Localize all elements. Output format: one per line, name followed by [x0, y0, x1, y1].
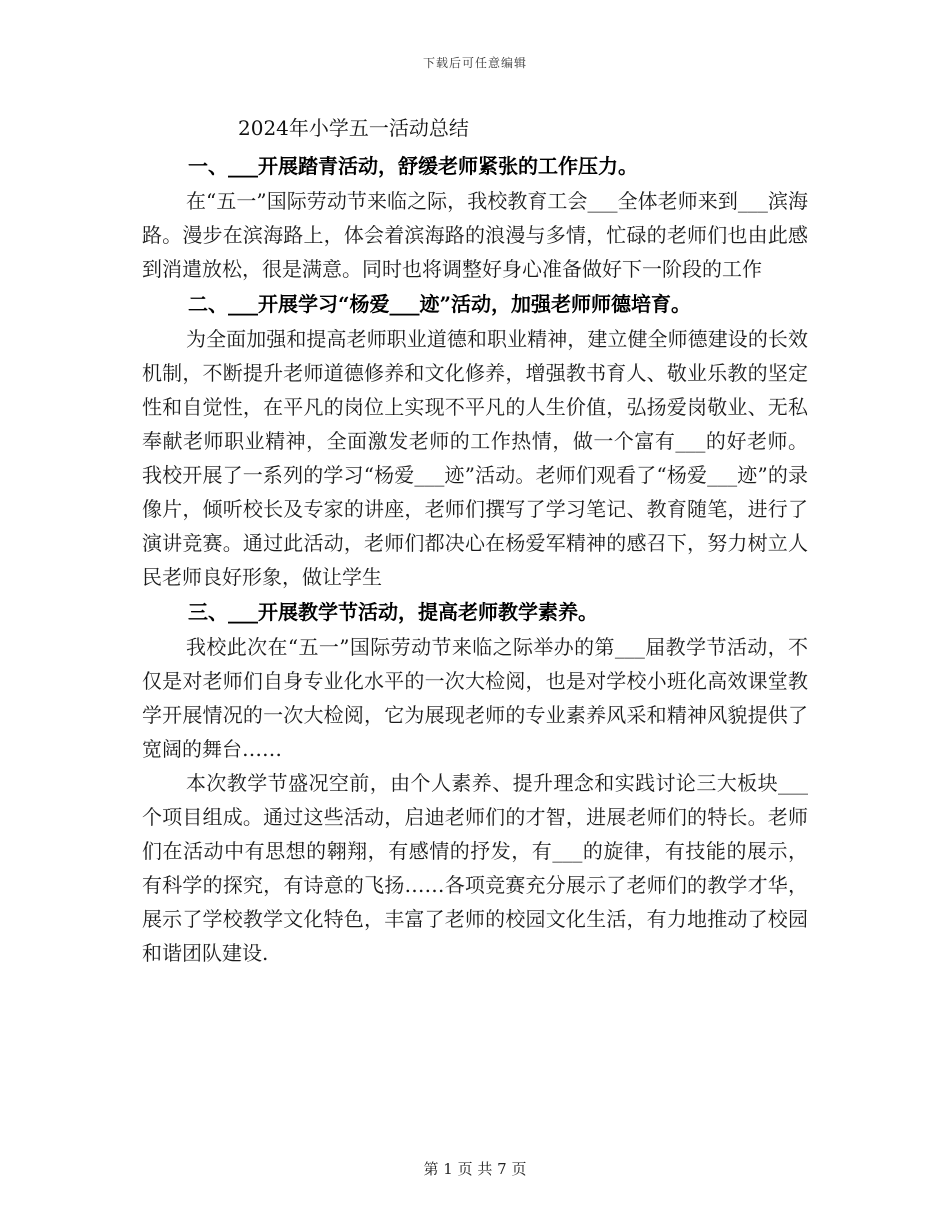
section-heading: 一、___开展踏青活动，舒缓老师紧张的工作压力。	[188, 154, 638, 178]
paragraph: 本次教学节盛况空前，由个人素养、提升理念和实践讨论三大板块___个项目组成。通过这些活动，启迪老师们的才智，进展老师们的特长。老师们在活动中有思想的翱翔，有感情的抒发，有___的旋律，有技能的展示，有科学的探究，有诗意的飞扬……各项竞赛充分展示了老师们的教学才华，展示了学校教学文化特色，丰富了老师的校园文化生活，有力地推动了校园和谐团队建设.	[142, 771, 808, 965]
document-body	[142, 108, 808, 970]
page-indicator: 第 1 页 共 7 页	[423, 1160, 527, 1178]
section-heading: 三、___开展教学节活动，提高老师教学素养。	[188, 600, 598, 624]
paragraph: 为全面加强和提高老师职业道德和职业精神，建立健全师德建设的长效机制，不断提升老师道德修养和文化修养，增强教书育人、敬业乐教的坚定性和自觉性，在平凡的岗位上实现不平凡的人生价值，弘扬爱岗敬业、无私奉献老师职业精神，全面激发老师的工作热情，做一个富有___的好老师。我校开展了一系列的学习“杨爱___迹”活动。老师们观看了“杨爱___迹”的录像片，倾听校长及专家的讲座，老师们撰写了学习笔记、教育随笔，进行了演讲竞赛。通过此活动，老师们都决心在杨爱军精神的感召下，努力树立人民老师良好形象，做让学生	[142, 327, 808, 589]
paragraph: 在“五一”国际劳动节来临之际，我校教育工会___全体老师来到___滨海路。漫步在滨海路上，体会着滨海路的浪漫与多情，忙碌的老师们也由此感到消遣放松，很是满意。同时也将调整好身心准备做好下一阶段的工作	[142, 189, 808, 281]
section-heading: 二、___开展学习“杨爱___迹”活动，加强老师师德培育。	[188, 292, 692, 316]
document-title: 2024年小学五一活动总结	[238, 116, 469, 140]
paragraph: 我校此次在“五一”国际劳动节来临之际举办的第___届教学节活动，不仅是对老师们自身专业化水平的一次大检阅，也是对学校小班化高效课堂教学开展情况的一次大检阅，它为展现老师的专业素养风采和精神风貌提供了宽阔的舞台……	[142, 635, 808, 761]
section-3	[142, 594, 808, 970]
header-note: 下载后可任意编辑	[422, 56, 527, 70]
section-2	[142, 286, 808, 594]
section-1	[142, 148, 808, 286]
